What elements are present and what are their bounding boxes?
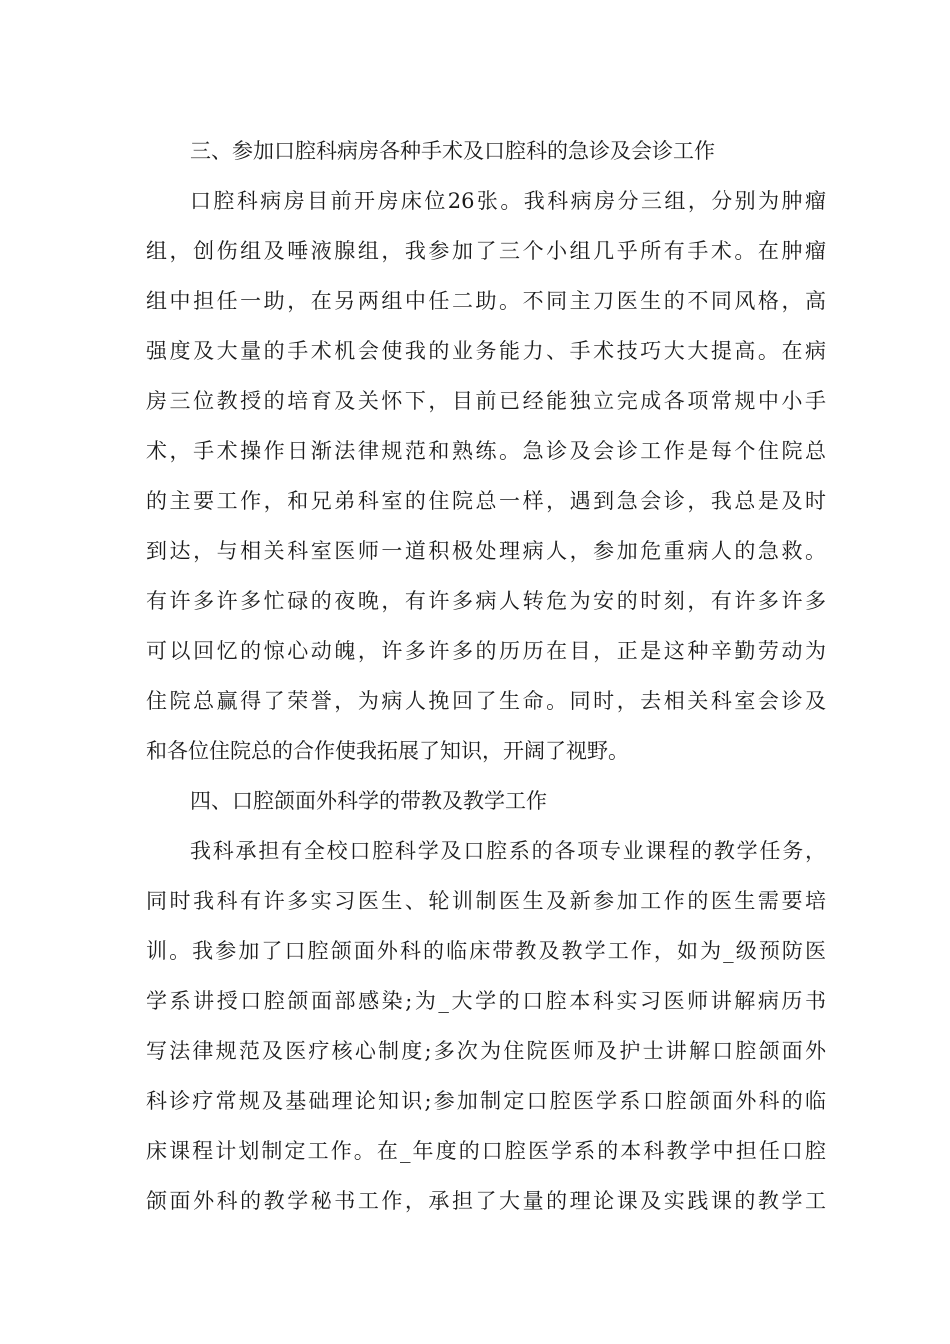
paragraph-line: 组中担任一助，在另两组中任二助。不同主刀医生的不同风格，高: [146, 289, 826, 313]
paragraph-line: 强度及大量的手术机会使我的业务能力、手术技巧大大提高。在病: [146, 339, 826, 363]
paragraph-line: 有许多许多忙碌的夜晚，有许多病人转危为安的时刻，有许多许多: [146, 589, 826, 613]
paragraph-line: 床课程计划制定工作。在_年度的口腔医学系的本科教学中担任口腔: [146, 1139, 826, 1163]
paragraph-line: 我科承担有全校口腔科学及口腔系的各项专业课程的教学任务，: [190, 839, 826, 863]
paragraph-line: 训。我参加了口腔颌面外科的临床带教及教学工作，如为_级预防医: [146, 939, 826, 963]
paragraph-line: 和各位住院总的合作使我拓展了知识，开阔了视野。: [146, 739, 629, 763]
paragraph-line: 的主要工作，和兄弟科室的住院总一样，遇到急会诊，我总是及时: [146, 489, 826, 513]
paragraph-line: 口腔科病房目前开房床位26张。我科病房分三组，分别为肿瘤: [190, 189, 826, 213]
paragraph-line: 术，手术操作日渐法律规范和熟练。急诊及会诊工作是每个住院总: [146, 439, 826, 463]
section-heading-4: 四、口腔颌面外科学的带教及教学工作: [190, 789, 547, 813]
paragraph-line: 可以回忆的惊心动魄，许多许多的历历在目，正是这种辛勤劳动为: [146, 639, 826, 663]
paragraph-line: 同时我科有许多实习医生、轮训制医生及新参加工作的医生需要培: [146, 889, 826, 913]
paragraph-line: 房三位教授的培育及关怀下，目前已经能独立完成各项常规中小手: [146, 389, 826, 413]
paragraph-line: 住院总赢得了荣誉，为病人挽回了生命。同时，去相关科室会诊及: [146, 689, 826, 713]
section-heading-3: 三、参加口腔科病房各种手术及口腔科的急诊及会诊工作: [190, 139, 715, 163]
paragraph-line: 到达，与相关科室医师一道积极处理病人，参加危重病人的急救。: [146, 539, 826, 563]
paragraph-line: 组，创伤组及唾液腺组，我参加了三个小组几乎所有手术。在肿瘤: [146, 239, 826, 263]
paragraph-line: 学系讲授口腔颌面部感染;为_大学的口腔本科实习医师讲解病历书: [146, 989, 826, 1013]
paragraph-line: 颌面外科的教学秘书工作，承担了大量的理论课及实践课的教学工: [146, 1189, 826, 1213]
paragraph-line: 写法律规范及医疗核心制度;多次为住院医师及护士讲解口腔颌面外: [146, 1039, 826, 1063]
paragraph-line: 科诊疗常规及基础理论知识;参加制定口腔医学系口腔颌面外科的临: [146, 1089, 826, 1113]
